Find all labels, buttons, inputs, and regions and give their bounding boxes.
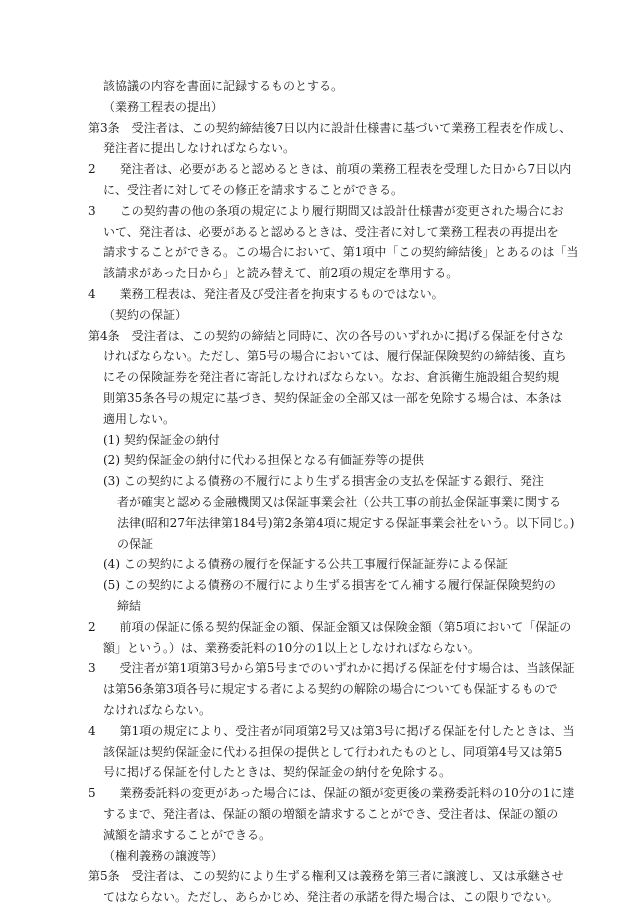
list-item: (5) この契約による債務の不履行により生ずる損害をてん補する履行保証保険契約の <box>103 578 556 593</box>
list-item-continuation: の保証 <box>117 536 154 551</box>
clause-line: 3 受注者が第1項第3号から第5号までのいずれかに掲げる保証を付す場合は、当該保証 <box>88 661 575 676</box>
clause-continuation-line: に、受注者に対してその修正を請求することができる。 <box>103 183 404 197</box>
clause-continuation-line: 則第35条各号の規定に基づき、契約保証金の全部又は一部を免除する場合は、本条は <box>103 391 562 405</box>
clause-continuation-line: するまで、発注者は、保証の額の増額を請求することができ、受注者は、保証の額の <box>103 807 559 821</box>
list-item-continuation: 締結 <box>117 599 142 613</box>
section-heading: （契約の保証） <box>103 307 188 322</box>
list-item-continuation: 法律(昭和27年法律第184号)第2条第4項に規定する保証事業会社をいう。以下同じ。) <box>117 515 575 530</box>
list-item: (3) この契約による債務の不履行により生ずる損害金の支払を保証する銀行、発注 <box>103 474 544 489</box>
clause-continuation-line: 額」という。）は、業務委託料の10分の1以上としなければならない。 <box>103 640 480 655</box>
clause-line: 第5条 受注者は、この契約により生ずる権利又は義務を第三者に譲渡し、又は承継させ <box>88 869 564 884</box>
clause-continuation-line: 号に掲げる保証を付したときは、契約保証金の納付を免除する。 <box>103 765 452 780</box>
clause-continuation-line: 適用しない。 <box>103 411 176 426</box>
clause-continuation-line: 該請求があった日から」と読み替えて、前2項の規定を準用する。 <box>103 266 459 281</box>
clause-line: 3 この契約書の他の条項の規定により履行期間又は設計仕様書が変更された場合にお <box>88 203 564 218</box>
list-item: (1) 契約保証金の納付 <box>103 432 220 447</box>
list-item-continuation: 者が確実と認める金融機関又は保証事業会社（公共工事の前払金保証事業に関する <box>117 495 562 509</box>
clause-line: 4 業務工程表は、発注者及び受注者を拘束するものではない。 <box>88 287 444 301</box>
section-heading: （権利義務の譲渡等） <box>103 848 224 863</box>
clause-line: 2 発注者は、必要があると認めるときは、前項の業務工程表を受理した日から7日以内 <box>88 162 572 177</box>
clause-line: 第3条 受注者は、この契約締結後7日以内に設計仕様書に基づいて業務工程表を作成し、 <box>88 120 572 135</box>
clause-line: 5 業務委託料の変更があった場合には、保証の額が変更後の業務委託料の10分の1に達 <box>88 786 575 801</box>
clause-continuation-line: てはならない。ただし、あらかじめ、発注者の承諾を得た場合は、この限りでない。 <box>103 890 559 905</box>
clause-continuation-line: なければならない。 <box>103 703 212 717</box>
clause-line: 2 前項の保証に係る契約保証金の額、保証金額又は保険金額（第5項において「保証の <box>88 619 572 634</box>
clause-line: 第4条 受注者は、この契約の締結と同時に、次の各号のいずれかに掲げる保証を付さな <box>88 328 564 343</box>
clause-continuation-line: 該保証は契約保証金に代わる担保の提供として行われたものとし、同項第4号又は第5 <box>103 744 563 759</box>
clause-continuation-line: いて、発注者は、必要があると認めるときは、受注者に対して業務工程表の再提出を <box>103 224 559 239</box>
clause-continuation-line: 減額を請求することができる。 <box>103 827 272 842</box>
clause-continuation-line: 発注者に提出しなければならない。 <box>103 141 296 156</box>
body-text-line: 該協議の内容を書面に記録するものとする。 <box>103 79 344 93</box>
list-item: (4) この契約による債務の履行を保証する公共工事履行保証証券による保証 <box>103 557 508 572</box>
section-heading: （業務工程表の提出） <box>103 99 224 114</box>
clause-continuation-line: ければならない。ただし、第5号の場合においては、履行保証保険契約の締結後、直ち <box>103 349 567 364</box>
list-item: (2) 契約保証金の納付に代わる担保となる有価証券等の提供 <box>103 453 424 468</box>
clause-continuation-line: にその保険証券を発注者に寄託しなければならない。なお、倉浜衛生施設組合契約規 <box>103 370 560 385</box>
clause-continuation-line: 請求することができる。この場合において、第1項中「この契約締結後」とあるのは「当 <box>103 245 579 260</box>
clause-continuation-line: は第56条第3項各号に規定する者による契約の解除の場合についても保証するもので <box>103 682 558 697</box>
clause-line: 4 第1項の規定により、受注者が同項第2号又は第3号に掲げる保証を付したときは、当 <box>88 723 575 738</box>
